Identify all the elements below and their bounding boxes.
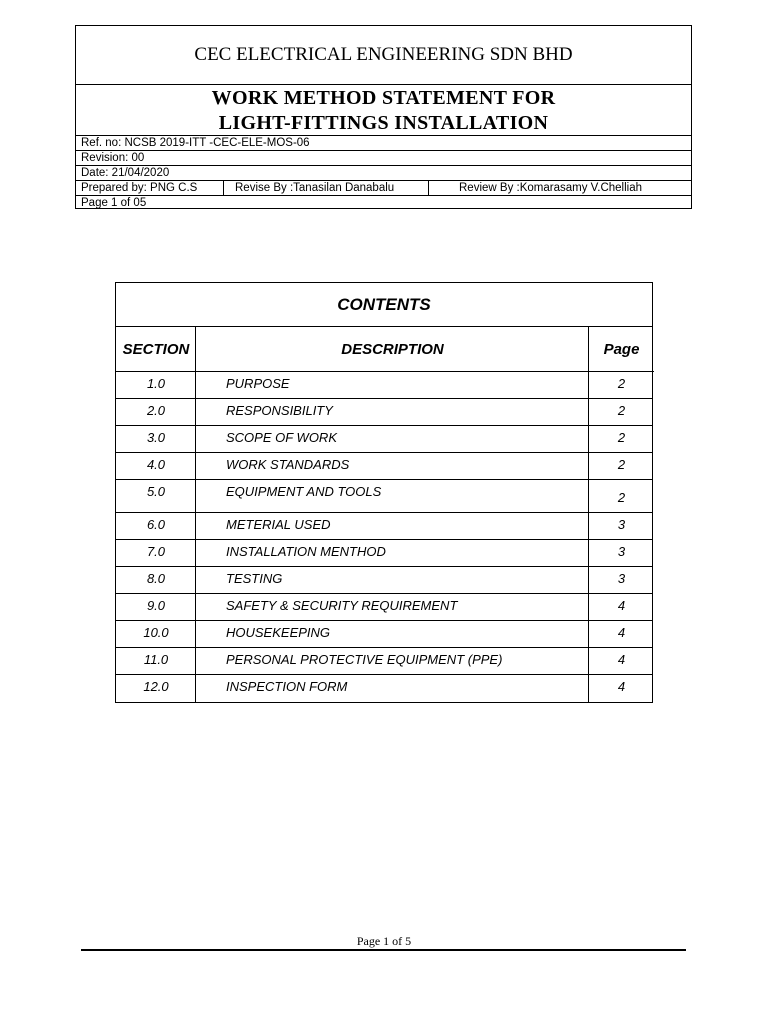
section-page: 3	[617, 571, 626, 586]
contents-row	[116, 567, 652, 594]
contents-row	[116, 399, 652, 426]
section-number: 8.0	[146, 571, 166, 586]
contents-row	[116, 426, 652, 453]
section-description: SAFETY & SECURITY REQUIREMENT	[226, 598, 458, 613]
section-number: 1.0	[146, 376, 166, 391]
contents-row	[116, 594, 652, 621]
footer-page-number: Page 1 of 5	[356, 934, 412, 948]
contents-row	[116, 621, 652, 648]
section-number: 11.0	[143, 652, 169, 667]
section-description: PURPOSE	[226, 376, 290, 391]
section-page: 4	[617, 652, 626, 667]
contents-row	[116, 480, 652, 513]
section-description: HOUSEKEEPING	[226, 625, 331, 640]
contents-row	[116, 648, 652, 675]
contents-table	[115, 282, 653, 703]
section-page: 2	[617, 376, 626, 391]
review-by: Review By :Komarasamy V.Chelliah	[459, 182, 643, 194]
page-count-row	[76, 196, 691, 211]
title-line-2: LIGHT-FITTINGS INSTALLATION	[218, 112, 549, 134]
document-header	[75, 25, 692, 209]
description-column-header: DESCRIPTION	[196, 327, 589, 372]
section-number: 3.0	[146, 430, 166, 445]
company-name: CEC ELECTRICAL ENGINEERING SDN BHD	[76, 26, 691, 85]
ref-row	[76, 136, 691, 151]
revision: Revision: 00	[81, 152, 145, 164]
contents-row	[116, 675, 652, 702]
section-page: 3	[617, 544, 626, 559]
section-description: INSPECTION FORM	[226, 679, 348, 694]
footer-rule	[81, 949, 686, 951]
section-description: SCOPE OF WORK	[226, 430, 337, 445]
divider	[428, 181, 429, 196]
date-row	[76, 166, 691, 181]
signatories-row	[76, 181, 691, 196]
section-page: 3	[617, 517, 626, 532]
section-number: 7.0	[146, 544, 166, 559]
section-column-header: SECTION	[116, 327, 196, 372]
section-page: 2	[617, 457, 626, 472]
date: Date: 21/04/2020	[81, 167, 170, 179]
section-page: 4	[617, 598, 626, 613]
section-page: 2	[617, 490, 626, 505]
section-description: RESPONSIBILITY	[226, 403, 333, 418]
section-number: 4.0	[146, 457, 166, 472]
section-number: 6.0	[146, 517, 166, 532]
section-number: 12.0	[143, 679, 169, 694]
section-description: PERSONAL PROTECTIVE EQUIPMENT (PPE)	[226, 652, 503, 667]
revise-by: Revise By :Tanasilan Danabalu	[235, 182, 395, 194]
title-line-1: WORK METHOD STATEMENT FOR	[211, 87, 556, 109]
section-description: EQUIPMENT AND TOOLS	[226, 484, 382, 499]
section-number: 9.0	[146, 598, 166, 613]
section-page: 2	[617, 430, 626, 445]
document-title	[76, 85, 691, 136]
page-column-header: Page	[589, 327, 654, 372]
section-page: 2	[617, 403, 626, 418]
revision-row	[76, 151, 691, 166]
section-description: WORK STANDARDS	[226, 457, 350, 472]
section-description: TESTING	[226, 571, 283, 586]
prepared-by: Prepared by: PNG C.S	[81, 182, 198, 194]
section-page: 4	[617, 679, 626, 694]
section-number: 5.0	[146, 484, 166, 499]
section-description: INSTALLATION MENTHOD	[226, 544, 386, 559]
section-number: 2.0	[146, 403, 166, 418]
section-description: METERIAL USED	[226, 517, 331, 532]
contents-row	[116, 513, 652, 540]
section-number: 10.0	[143, 625, 169, 640]
contents-title: CONTENTS	[116, 283, 652, 327]
page-count: Page 1 of 05	[81, 197, 147, 209]
contents-row	[116, 372, 652, 399]
contents-row	[116, 453, 652, 480]
section-page: 4	[617, 625, 626, 640]
divider	[223, 181, 224, 196]
contents-row	[116, 540, 652, 567]
ref-number: Ref. no: NCSB 2019-ITT -CEC-ELE-MOS-06	[81, 137, 310, 149]
